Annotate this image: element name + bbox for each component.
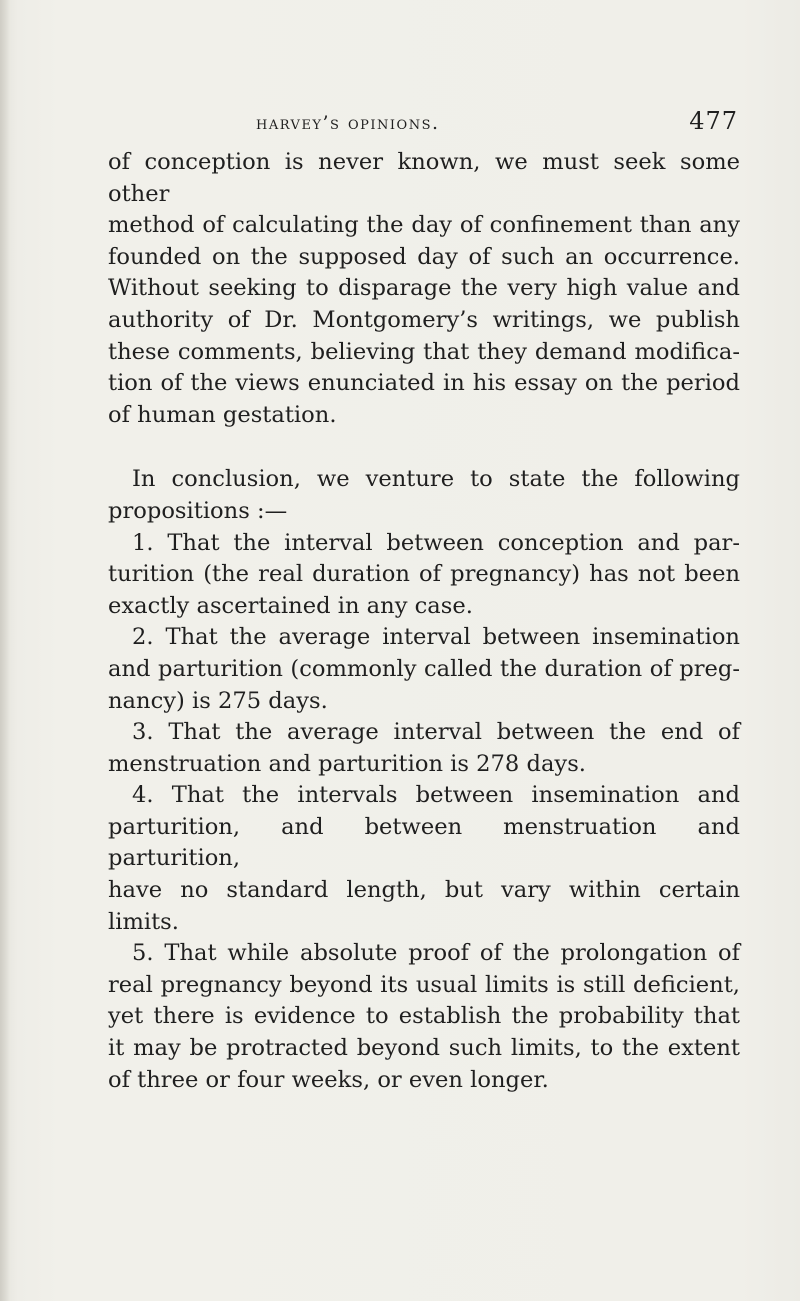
text-line: parturition, and between menstruation and parturition, <box>108 813 740 872</box>
text-line: founded on the supposed day of such an occurrence. <box>108 243 740 270</box>
page-header <box>108 107 738 139</box>
text-line: turition (the real duration of pregnancy) has not been <box>108 561 740 588</box>
text-line: propositions :— <box>108 497 288 524</box>
text-line: In conclusion, we venture to state the following <box>132 466 740 493</box>
text-line: exactly ascertained in any case. <box>108 592 473 619</box>
text-line: tion of the views enunciated in his essay on the period <box>108 370 740 397</box>
text-line: authority of Dr. Montgomery’s writings, we publish <box>108 306 740 333</box>
text-line: method of calculating the day of confinement than any <box>108 212 740 239</box>
paragraph-conception-conclusion <box>108 147 740 431</box>
text-line: 3. That the average interval between the end of <box>132 719 740 746</box>
text-line: 4. That the intervals between insemination and <box>132 782 740 809</box>
paragraph-propositions-intro <box>108 464 740 527</box>
proposition-5 <box>108 938 740 1096</box>
body-text <box>108 147 740 1096</box>
text-line: have no standard length, but vary within certain <box>108 877 740 904</box>
text-line: Without seeking to disparage the very high value and <box>108 275 740 302</box>
text-line: yet there is evidence to establish the probability that <box>108 1003 740 1030</box>
gutter-shadow <box>0 0 10 1301</box>
text-line: real pregnancy beyond its usual limits is still deficient, <box>108 971 740 998</box>
text-line: menstruation and parturition is 278 days. <box>108 750 586 777</box>
text-line: and parturition (commonly called the duration of preg- <box>108 655 740 682</box>
proposition-4 <box>108 780 740 938</box>
text-line: 2. That the average interval between insemination <box>132 624 740 651</box>
text-line: nancy) is 275 days. <box>108 687 328 714</box>
text-line: of conception is never known, we must seek some other <box>108 149 740 207</box>
text-line: 1. That the interval between conception and par- <box>132 529 740 556</box>
text-line: these comments, believing that they demand modifica- <box>108 338 740 365</box>
text-line: limits. <box>108 908 179 935</box>
text-line: 5. That while absolute proof of the prolongation of <box>132 940 740 967</box>
proposition-2 <box>108 622 740 717</box>
text-line: of three or four weeks, or even longer. <box>108 1066 549 1093</box>
proposition-3 <box>108 717 740 780</box>
page-number: 477 <box>689 107 738 135</box>
paragraph-gap <box>108 431 740 464</box>
running-head: harvey’s opinions. <box>256 112 440 134</box>
proposition-1 <box>108 528 740 623</box>
text-line: of human gestation. <box>108 401 337 428</box>
text-line: it may be protracted beyond such limits, to the extent <box>108 1035 740 1062</box>
